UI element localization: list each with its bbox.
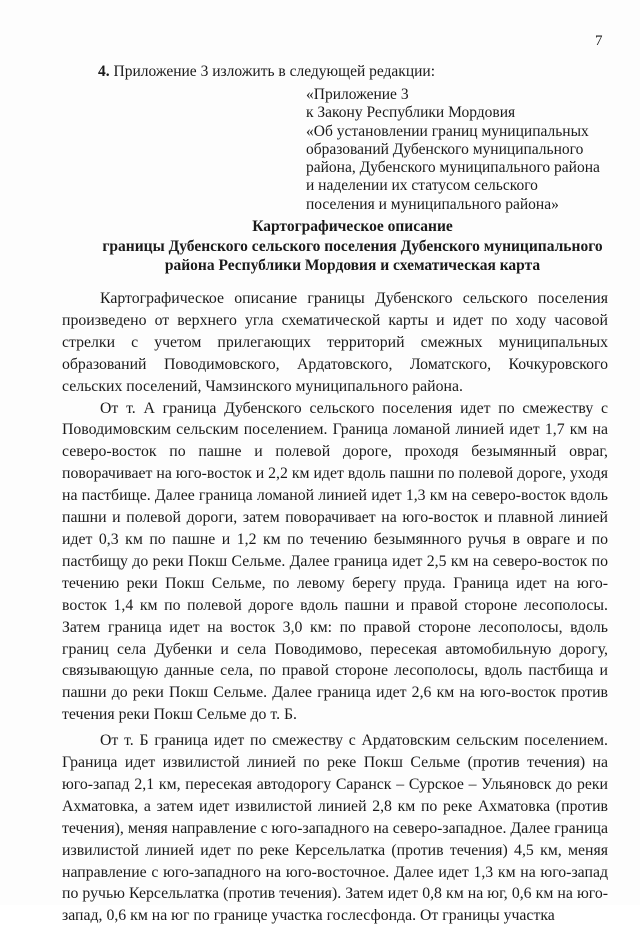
annex-header-line: района, Дубенского муниципального района xyxy=(306,159,600,177)
title-line: района Республики Мордовия и схематическая карта xyxy=(164,257,541,274)
annex-header-line: к Закону Республики Мордовия xyxy=(306,104,516,122)
title-line: границы Дубенского сельского поселения Дубенского муниципального xyxy=(102,237,603,255)
document-title xyxy=(60,217,640,276)
title-line: Картографическое описание xyxy=(252,218,453,235)
page-number: 7 xyxy=(595,33,603,49)
amendment-item xyxy=(98,63,435,81)
amendment-item-text: Приложение 3 изложить в следующей редакции: xyxy=(109,63,436,80)
annex-header-line: образований Дубенского муниципального xyxy=(306,140,584,158)
body-paragraph: От т. А граница Дубенского сельского поселения идет по смежеству с Поводимовским сельским поселением. Граница ломаной линией идет 1,7 км на северо-восток по пашне и полевой дороге, проходя безымянный овраг, поворачивает на юго-восток и 2,2 км идет вдоль пашни по полевой дороге, уходя на пастбище. Далее граница ломаной линией идет 1,3 км на северо-восток вдоль пашни и полевой дороги, затем поворачивает на юго-восток и плавной линией идет 0,3 км по пашне и 1,2 км по течению безымянного ручья в овраге и по пастбищу до реки Покш Сельме. Далее граница идет 2,5 км на северо-восток по течению реки Покш Сельме, по левому берегу пруда. Граница идет на юго-восток 1,4 км по полевой дороге вдоль пашни и правой стороне лесополосы. Затем граница идет на восток 3,0 км: по правой стороне лесополосы, вдоль границ села Дубенки и села Поводимово, пересекая автомобильную дорогу, связывающую данные села, по правой стороне лесополосы, вдоль пастбища и пашни до реки Покш Сельме. Далее граница идет 2,6 км на юго-восток против течения реки Покш Сельме до т. Б. xyxy=(62,399,608,724)
body-paragraph: Картографическое описание границы Дубенского сельского поселения произведено от верхнего угла схематической карты и идет по ходу часовой стрелки с учетом прилегающих территорий смежных муниципальных образований Поводимовского, Ардатовского, Ломатского, Кочкуровского сельских поселений, Чамзинского муниципального района. xyxy=(62,290,608,395)
amendment-item-number: 4. xyxy=(98,63,110,80)
annex-header xyxy=(306,86,606,214)
annex-header-line: «Приложение 3 xyxy=(306,86,409,103)
annex-header-line: и наделении их статусом сельского xyxy=(306,177,538,195)
body-paragraph: От т. Б граница идет по смежеству с Ардатовским сельским поселением. Граница идет извилистой линией по реке Покш Сельме (против течения) на юго-запад 2,1 км, пересекая автодорогу Саранск – Сурское – Ульяновск до реки Ахматовка, а затем идет извилистой линией 2,8 км по реке Ахматовка (против течения), меняя направление с юго-западного на северо-западное. Далее граница извилистой линией идет по реке Керсельлатка (против течения) 4,5 км, меняя направление с юго-западного на юго-восточное. Далее идет 1,3 км на юго-запад по ручью Керсельлатка (против течения). Затем идет 0,8 км на юг, 0,6 км на юго-запад, 0,6 км на юг по границе участка гослесфонда. От границы участка xyxy=(62,732,608,925)
annex-header-line: «Об установлении границ муниципальных xyxy=(306,122,589,140)
body-text xyxy=(62,288,608,931)
annex-header-line: поселения и муниципального района» xyxy=(306,195,559,213)
